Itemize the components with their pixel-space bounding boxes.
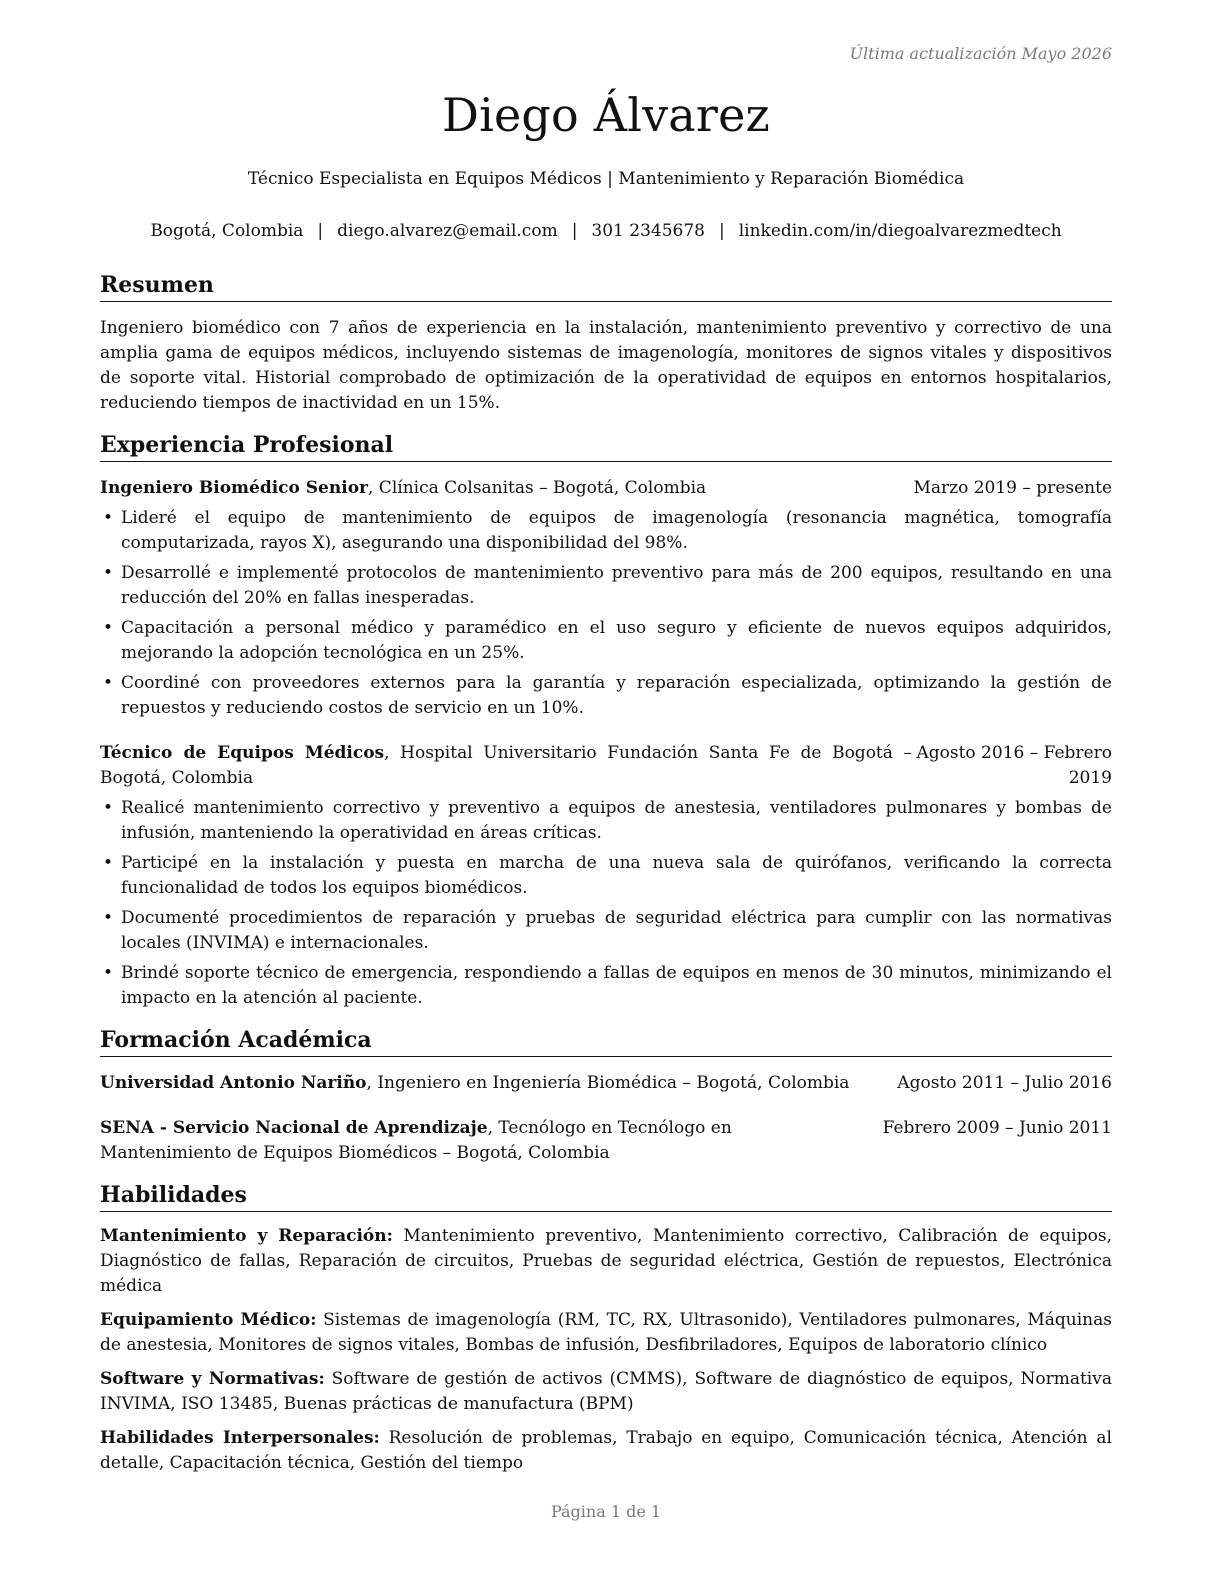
education-dates: Agosto 2011 – Julio 2016 [897, 1073, 1112, 1093]
bullet-icon: • [103, 673, 114, 693]
list-item [100, 506, 1112, 556]
list-item [100, 561, 1112, 611]
job-title-line [100, 476, 893, 501]
education-section [100, 1025, 1112, 1166]
bullet-icon: • [103, 618, 114, 638]
job-role: Ingeniero Biomédico Senior [100, 478, 368, 498]
bullet-text: Coordiné con proveedores externos para la garantía y reparación especializada, optimizando la gestión de repuestos y reduciendo costos de servicio en un 10%. [121, 673, 1112, 718]
bullet-text: Brindé soporte técnico de emergencia, respondiendo a fallas de equipos en menos de 30 minutos, minimizando el impacto en la atención al paciente. [121, 963, 1112, 1008]
list-item [100, 851, 1112, 901]
education-entry [100, 1071, 1112, 1096]
bullet-icon: • [103, 908, 114, 928]
job-bullets [100, 506, 1112, 721]
section-title: Experiencia Profesional [100, 430, 1112, 462]
skill-label: Software y Normativas: [100, 1369, 325, 1389]
contact-line [100, 221, 1112, 241]
skill-label: Mantenimiento y Reparación: [100, 1226, 393, 1246]
skill-text: Resolución de problemas, Trabajo en equipo, Comunicación técnica, Atención al detalle, Capacitación técnica, Gestión del tiempo [100, 1428, 1112, 1473]
list-item [100, 961, 1112, 1011]
resume-page [100, 0, 1112, 1584]
skill-group [100, 1426, 1112, 1476]
resume-content [100, 270, 1112, 1490]
bullet-text: Realicé mantenimiento correctivo y preventivo a equipos de anestesia, ventiladores pulmonares y bombas de infusión, manteniendo la operatividad en áreas críticas. [121, 798, 1112, 843]
contact-separator: | [317, 221, 324, 241]
job-role: Técnico de Equipos Médicos [100, 743, 385, 763]
bullet-text: Lideré el equipo de mantenimiento de equipos de imagenología (resonancia magnética, tomografía computarizada, rayos X), asegurando una disponibilidad del 98%. [121, 508, 1112, 553]
list-item [100, 796, 1112, 846]
job-org: , Hospital Universitario Fundación Santa Fe de Bogotá – Bogotá, Colombia [100, 743, 912, 788]
education-detail: , Tecnólogo en Tecnólogo en Mantenimiento de Equipos Biomédicos – Bogotá, Colombia [100, 1118, 732, 1163]
job-header [100, 741, 1112, 791]
skill-label: Equipamiento Médico: [100, 1310, 317, 1330]
bullet-text: Desarrollé e implementé protocolos de mantenimiento preventivo para más de 200 equipos, resultando en una reducción del 20% en fallas inesperadas. [121, 563, 1112, 608]
skill-text: Software de gestión de activos (CMMS), Software de diagnóstico de equipos, Normativa INVIMA, ISO 13485, Buenas prácticas de manufactura (BPM) [100, 1369, 1112, 1414]
headline: Técnico Especialista en Equipos Médicos | Mantenimiento y Reparación Biomédica [247, 169, 965, 189]
section-title: Resumen [100, 270, 1112, 302]
skill-group [100, 1224, 1112, 1299]
bullet-text: Participé en la instalación y puesta en marcha de una nueva sala de quirófanos, verificando la correcta funcionalidad de todos los equipos biomédicos. [121, 853, 1112, 898]
education-title-line [100, 1071, 877, 1096]
job-title-line [100, 741, 912, 791]
education-dates: Febrero 2009 – Junio 2011 [882, 1118, 1112, 1138]
bullet-icon: • [103, 853, 114, 873]
education-school: SENA - Servicio Nacional de Aprendizaje [100, 1118, 488, 1138]
page-footer: Página 1 de 1 [550, 1502, 662, 1521]
bullet-icon: • [103, 798, 114, 818]
list-item [100, 906, 1112, 956]
skill-text: Mantenimiento preventivo, Mantenimiento correctivo, Calibración de equipos, Diagnóstico de fallas, Reparación de circuitos, Pruebas de seguridad eléctrica, Gestión de repuestos, Electrónica médica [100, 1226, 1112, 1296]
list-item [100, 671, 1112, 721]
bullet-icon: • [103, 963, 114, 983]
job-entry [100, 476, 1112, 721]
contact-separator: | [719, 221, 725, 241]
job-header [100, 476, 1112, 501]
contact-phone: 301 2345678 [591, 221, 705, 241]
skill-text: Sistemas de imagenología (RM, TC, RX, Ultrasonido), Ventiladores pulmonares, Máquinas de anestesia, Monitores de signos vitales, Bombas de infusión, Desfibriladores, Equipos de laboratorio clínico [100, 1310, 1112, 1355]
section-title: Formación Académica [100, 1025, 1112, 1057]
education-entry [100, 1116, 1112, 1166]
bullet-text: Capacitación a personal médico y paramédico en el uso seguro y eficiente de nuevos equipos adquiridos, mejorando la adopción tecnológica en un 25%. [121, 618, 1112, 663]
list-item [100, 616, 1112, 666]
experience-section [100, 430, 1112, 1011]
contact-location: Bogotá, Colombia [150, 221, 304, 241]
skill-label: Habilidades Interpersonales: [100, 1428, 380, 1448]
summary-section [100, 270, 1112, 416]
summary-text: Ingeniero biomédico con 7 años de experiencia en la instalación, mantenimiento preventivo y correctivo de una amplia gama de equipos médicos, incluyendo sistemas de imagenología, monitores de signos vitales y dispositivos de soporte vital. Historial comprobado de optimización de la operatividad de equipos en entornos hospitalarios, reduciendo tiempos de inactividad en un 15%. [100, 318, 1112, 413]
contact-separator: | [571, 221, 578, 241]
skill-group [100, 1367, 1112, 1417]
job-dates: Agosto 2016 – Febrero 2019 [916, 743, 1112, 788]
education-detail: , Ingeniero en Ingeniería Biomédica – Bogotá, Colombia [366, 1073, 850, 1093]
last-updated: Última actualización Mayo 2026 [849, 44, 1112, 63]
bullet-icon: • [103, 508, 114, 528]
bullet-text: Documenté procedimientos de reparación y pruebas de seguridad eléctrica para cumplir con las normativas locales (INVIMA) e internacionales. [121, 908, 1112, 953]
skills-section [100, 1180, 1112, 1476]
job-dates: Marzo 2019 – presente [913, 478, 1112, 498]
education-school: Universidad Antonio Nariño [100, 1073, 367, 1093]
bullet-icon: • [103, 563, 114, 583]
section-title: Habilidades [100, 1180, 1112, 1212]
job-bullets [100, 796, 1112, 1011]
contact-email: diego.alvarez@email.com [337, 221, 558, 241]
skill-group [100, 1308, 1112, 1358]
skills-list [100, 1224, 1112, 1476]
contact-linkedin: linkedin.com/in/diegoalvarezmedtech [738, 221, 1062, 241]
job-org: , Clínica Colsanitas – Bogotá, Colombia [368, 478, 707, 498]
job-entry [100, 741, 1112, 1011]
candidate-name: Diego Álvarez [442, 88, 770, 142]
education-title-line [100, 1116, 850, 1166]
